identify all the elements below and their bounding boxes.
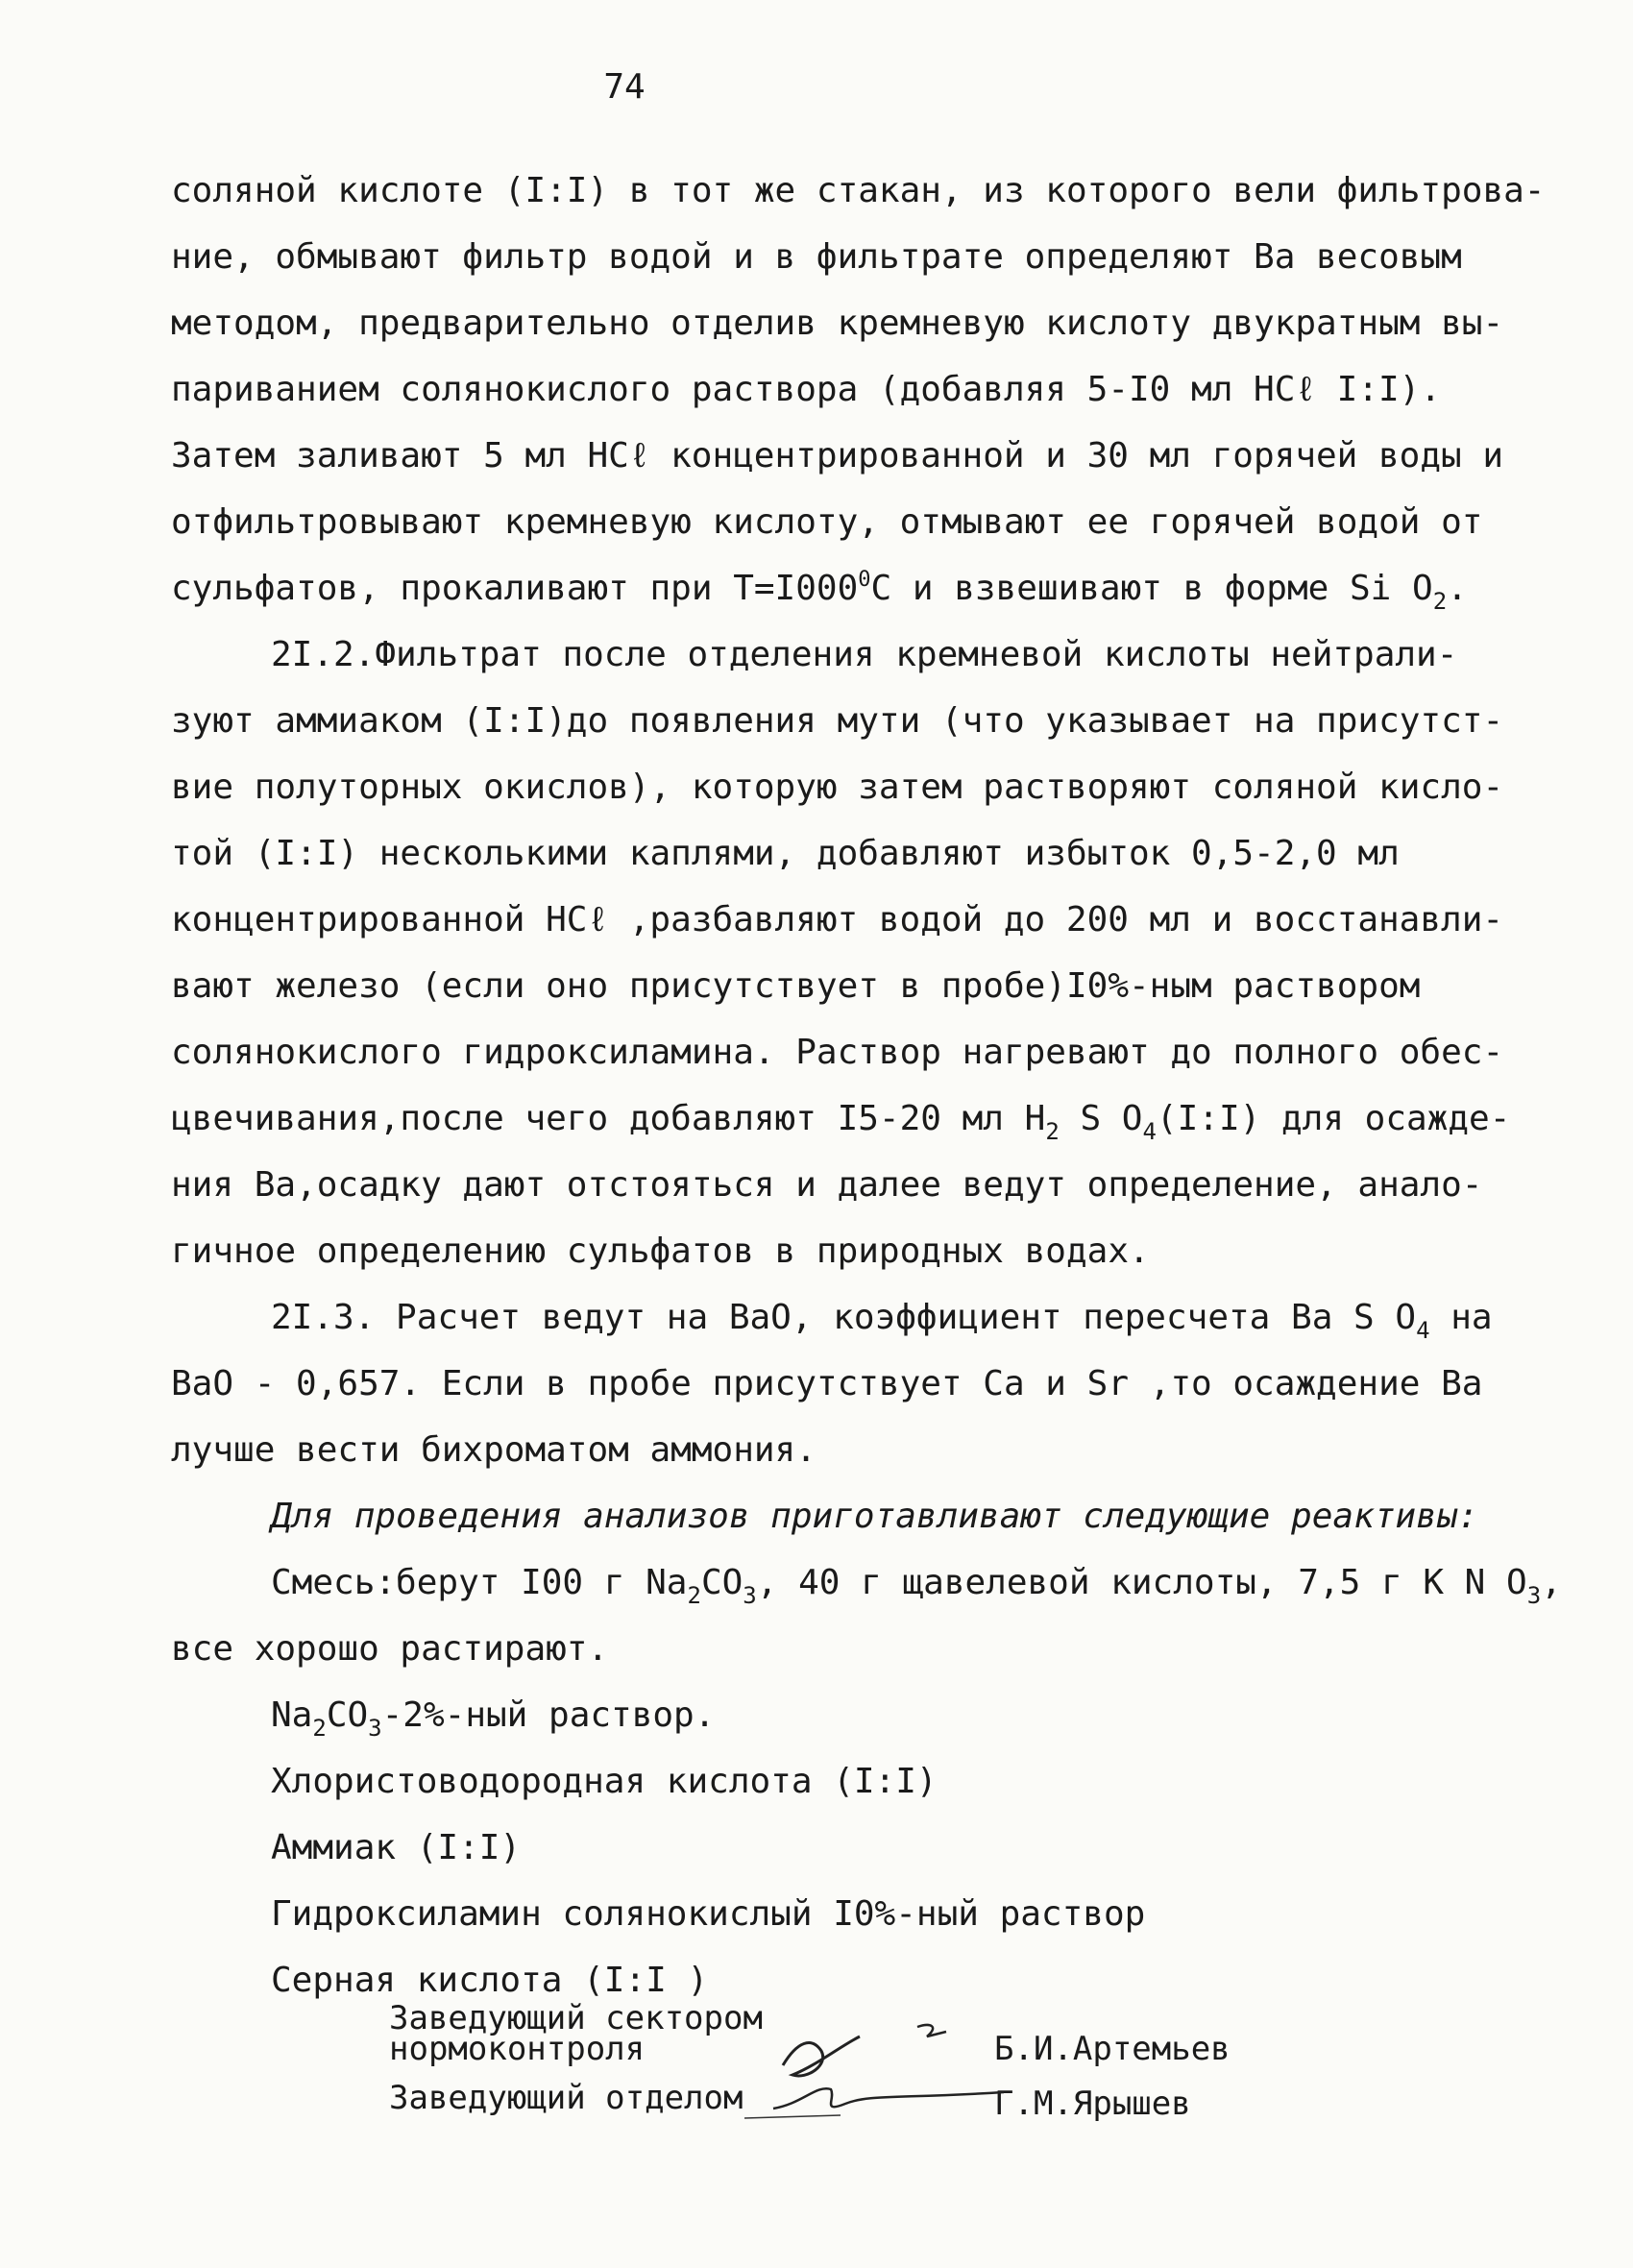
page-number: 74: [603, 67, 646, 107]
text-line: ние, обмывают фильтр водой и в фильтрате определяют Ва весовым: [171, 237, 1462, 277]
signature-title-2: Заведующий отделом: [389, 2079, 743, 2117]
reagent-item: Серная кислота (I:I ): [271, 1961, 709, 2000]
text-line: париванием солянокислого раствора (добавляя 5-I0 мл НСℓ I:I).: [171, 370, 1442, 409]
mixture-line: все хорошо растирают.: [171, 1629, 609, 1669]
handwritten-signature: [725, 1998, 1013, 2133]
text-line: вие полуторных окислов), которую затем растворяют соляной кисло-: [171, 768, 1504, 807]
reagents-intro: Для проведения анализов приготавливают следующие реактивы:: [271, 1497, 1479, 1536]
text-line: концентрированной НСℓ ,разбавляют водой до 200 мл и восстанавли-: [171, 900, 1504, 939]
text-line: солянокислого гидроксиламина. Раствор нагревают до полного обес-: [171, 1033, 1504, 1072]
signature-name-2: Г.М.Ярышев: [994, 2085, 1191, 2123]
text-line: цвечивания,после чего добавляют I5-20 мл $Н_2$ S $O_4(I:I)$ для осажде-: [171, 1099, 1511, 1145]
mixture-line: Смесь:берут I00 г $Na_2CO_3$, 40 г щавелевой кислоты, 7,5 г K N $O_3$,: [271, 1563, 1562, 1609]
text-line: 2I.3. Расчет ведут на ВаО, коэффициент пересчета Ва S $O_4$ на: [271, 1298, 1493, 1344]
text-line: 2I.2.Фильтрат после отделения кремневой кислоты нейтрали-: [271, 635, 1458, 674]
text-line: сульфатов, прокаливают при $Т=I000^0С$ и взвешивают в форме Si $O_2$.: [171, 568, 1468, 615]
text-line: вают железо (если оно присутствует в пробе)I0%-ным раствором: [171, 966, 1421, 1006]
body-text: [171, 158, 1562, 2013]
signature-title-1: Заведующий сектором нормоконтроля: [389, 1999, 763, 2068]
text-line: ния Ва,осадку дают отстояться и далее ведут определение, анало-: [171, 1165, 1483, 1205]
reagent-item: $Na_2CO_3-2\%$-ный раствор.: [271, 1695, 716, 1742]
reagent-item: Гидроксиламин солянокислый I0%-ный раствор: [271, 1894, 1146, 1934]
reagent-item: Хлористоводородная кислота (I:I): [271, 1762, 938, 1801]
text-line: гичное определению сульфатов в природных водах.: [171, 1232, 1150, 1271]
text-line: лучше вести бихроматом аммония.: [171, 1430, 816, 1470]
text-line: отфильтровывают кремневую кислоту, отмывают ее горячей водой от: [171, 502, 1483, 542]
text-line: той (I:I) несколькими каплями, добавляют избыток 0,5-2,0 мл: [171, 834, 1400, 873]
reagent-item: Аммиак (I:I): [271, 1828, 522, 1867]
text-line: соляной кислоте (I:I) в тот же стакан, из которого вели фильтрова-: [171, 171, 1546, 210]
text-line: ВаО - 0,657. Если в пробе присутствует Са и Sr ,то осаждение Ва: [171, 1364, 1483, 1403]
text-line: зуют аммиаком (I:I)до появления мути (что указывает на присутст-: [171, 701, 1504, 741]
text-line: Затем заливают 5 мл НСℓ концентрированной и 30 мл горячей воды и: [171, 436, 1504, 476]
signature-name-1: Б.И.Артемьев: [994, 2030, 1231, 2068]
text-line: методом, предварительно отделив кремневую кислоту двукратным вы-: [171, 304, 1504, 343]
